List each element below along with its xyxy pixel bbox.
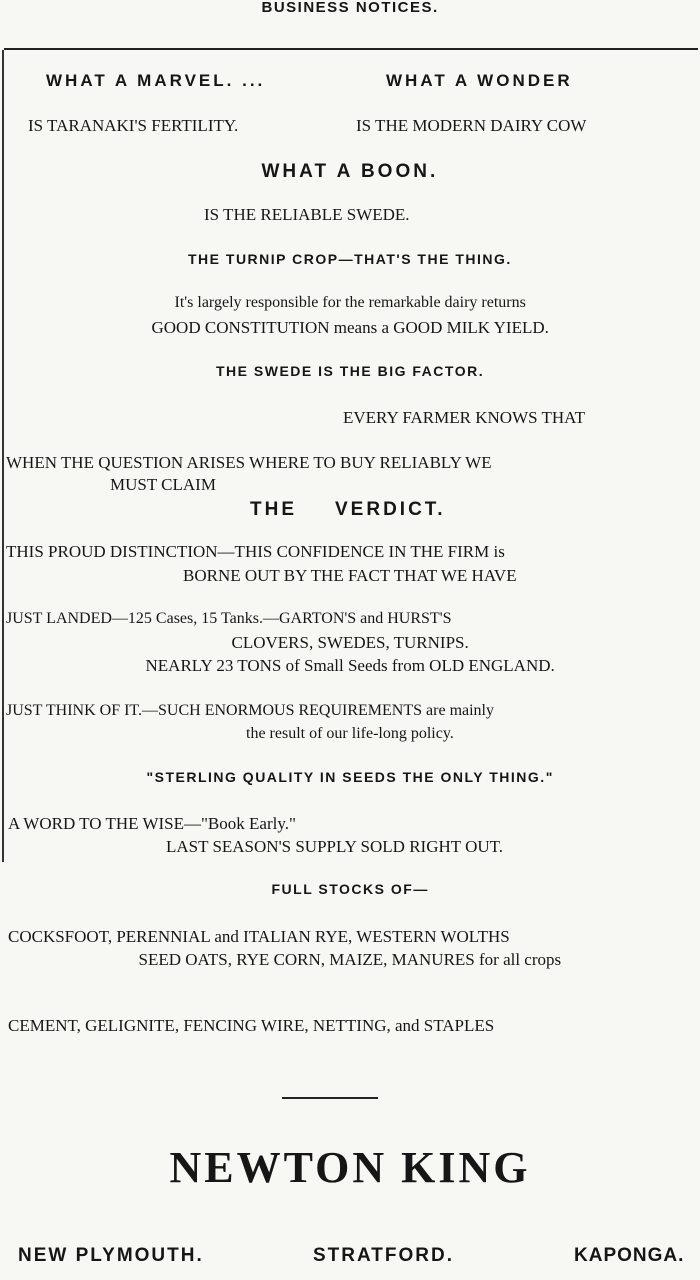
firm-name: NEWTON KING bbox=[169, 1143, 531, 1192]
turnip-crop-text: THE TURNIP CROP—THAT'S THE THING. bbox=[188, 251, 512, 267]
must-claim-text: MUST CLAIM bbox=[110, 475, 216, 494]
just-landed-text: JUST LANDED—125 Cases, 15 Tanks.—GARTON'S and HURST'S bbox=[6, 610, 452, 627]
fertility-text: IS TARANAKI'S FERTILITY. bbox=[28, 116, 239, 135]
proud-distinction-text: THIS PROUD DISTINCTION—THIS CONFIDENCE IN THE FIRM is bbox=[6, 542, 505, 561]
nearly-tons-text: NEARLY 23 TONS of Small Seeds from OLD ENGLAND. bbox=[145, 656, 555, 675]
word-to-wise-text: A WORD TO THE WISE—"Book Early." bbox=[8, 814, 296, 833]
the-text: THE bbox=[250, 499, 297, 520]
verdict-text: VERDICT. bbox=[335, 499, 446, 520]
dairy-cow-text: IS THE MODERN DAIRY COW bbox=[356, 116, 587, 135]
every-farmer-text: EVERY FARMER KNOWS THAT bbox=[343, 408, 585, 427]
borne-out-text: BORNE OUT BY THE FACT THAT WE HAVE bbox=[183, 566, 517, 585]
location-stratford: STRATFORD. bbox=[313, 1245, 455, 1266]
result-text: the result of our life-long policy. bbox=[246, 725, 454, 742]
think-of-it-text: JUST THINK OF IT.—SUCH ENORMOUS REQUIREMENTS are mainly bbox=[6, 702, 494, 719]
clovers-text: CLOVERS, SWEDES, TURNIPS. bbox=[231, 633, 469, 652]
headline-boon: WHAT A BOON. bbox=[261, 161, 439, 182]
constitution-text: GOOD CONSTITUTION means a GOOD MILK YIELD. bbox=[151, 318, 549, 337]
section-header: BUSINESS NOTICES. bbox=[261, 0, 439, 16]
last-season-text: LAST SEASON'S SUPPLY SOLD RIGHT OUT. bbox=[166, 837, 504, 856]
headline-wonder: WHAT A WONDER bbox=[386, 71, 573, 90]
reliable-swede-text: IS THE RELIABLE SWEDE. bbox=[204, 205, 410, 224]
swede-factor-text: THE SWEDE IS THE BIG FACTOR. bbox=[216, 363, 485, 379]
sterling-quality-text: "STERLING QUALITY IN SEEDS THE ONLY THING." bbox=[146, 769, 554, 785]
location-new-plymouth: NEW PLYMOUTH. bbox=[18, 1245, 204, 1266]
headline-marvel: WHAT A MARVEL. ... bbox=[46, 71, 266, 90]
full-stocks-text: FULL STOCKS OF— bbox=[271, 881, 429, 897]
cocksfoot-text: COCKSFOOT, PERENNIAL and ITALIAN RYE, WESTERN WOLTHS bbox=[8, 927, 510, 946]
divider-rule bbox=[282, 1097, 378, 1099]
header-rule bbox=[4, 48, 698, 50]
left-border bbox=[2, 50, 4, 862]
responsible-text: It's largely responsible for the remarkable dairy returns bbox=[174, 294, 526, 311]
cement-text: CEMENT, GELIGNITE, FENCING WIRE, NETTING, and STAPLES bbox=[8, 1016, 495, 1035]
location-kaponga: KAPONGA. bbox=[574, 1245, 685, 1266]
question-arises-text: WHEN THE QUESTION ARISES WHERE TO BUY RELIABLY WE bbox=[6, 453, 492, 472]
seed-oats-text: SEED OATS, RYE CORN, MAIZE, MANURES for all crops bbox=[138, 950, 562, 969]
